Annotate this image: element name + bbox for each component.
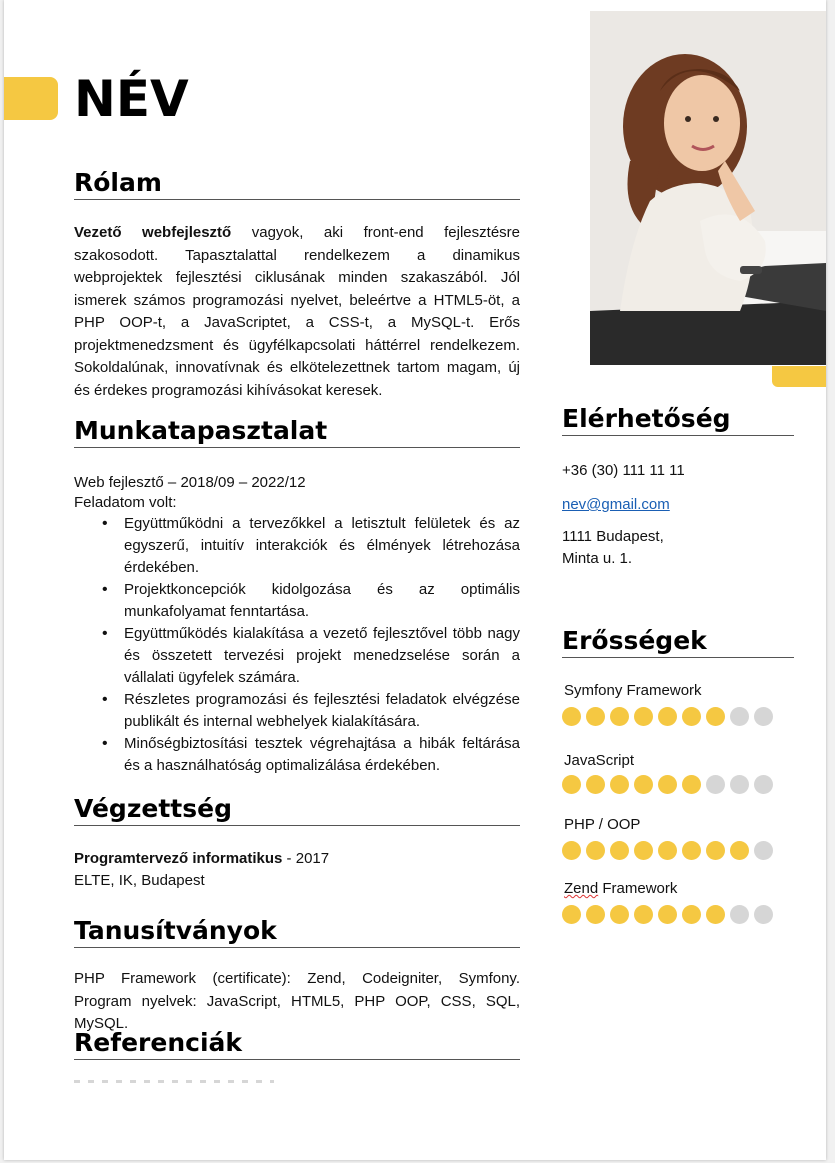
rating-dot-filled [610,707,629,726]
rating-dot-filled [586,707,605,726]
about-body: vagyok, aki front-end fejlesztésre szakosodott. Tapasztalattal rendelkezem a dinamikus webprojektek fejlesztési ciklusának minden szakaszából. Jól ismerek számos programozási nyelvet, beleértve a HTML5-öt, a PHP OOP-t, a JavaScriptet, a CSS-t, a MySQL-t. Erős projektmenedzsment és ügyfélkapcsolati háttérrel rendelkezem. Sokoldalúnak, innovatívnak és elkötelezettnek tartom magam, új és érdekes programozási kihívásokat keresek. [74,224,520,399]
rating-dot-filled [562,775,581,794]
about-lead: Vezető webfejlesztő [74,224,232,241]
rating-dot-filled [682,841,701,860]
rating-dot-filled [610,905,629,924]
contact-address-line1: 1111 Budapest, [562,528,664,545]
rating-dot-filled [706,841,725,860]
section-title-certificates: Tanusítványok [74,916,520,948]
section-title-education: Végzettség [74,794,520,826]
rating-dot-filled [634,841,653,860]
rating-dot-filled [634,905,653,924]
resume-page [4,0,826,1160]
skill-rating-zend [562,905,773,924]
education-degree-line [74,848,520,871]
rating-dot-empty [754,841,773,860]
section-title-about: Rólam [74,168,520,200]
accent-bar-left [4,77,58,120]
rating-dot-filled [562,841,581,860]
rating-dot-empty [730,775,749,794]
rating-dot-filled [658,775,677,794]
cut-off-text [74,1080,274,1083]
rating-dot-filled [706,905,725,924]
list-item: • Együttműködni a tervezőkkel a letisztult felületek és az egyszerű, intuitív interakciók és élmények létrehozása érdekében. [124,513,520,579]
skill-rating-javascript [562,775,773,794]
rating-dot-empty [730,707,749,726]
rating-dot-filled [610,775,629,794]
skill-label-javascript: JavaScript [564,752,635,769]
page-title: NÉV [74,70,189,128]
contact-phone: +36 (30) 111 11 11 [562,462,685,479]
profile-photo [590,11,826,365]
job-title: Web fejlesztő – 2018/09 – 2022/12 [74,474,306,491]
job-intro: Feladatom volt: [74,494,177,511]
rating-dot-filled [634,775,653,794]
education-degree: Programtervező informatikus [74,850,283,867]
accent-bar-photo [772,366,826,387]
spellcheck-word: Zend [564,880,599,897]
contact-email[interactable] [562,494,670,517]
rating-dot-empty [754,707,773,726]
list-item: • Minőségbiztosítási tesztek végrehajtása a hibák feltárása és a használhatóság optimalizálása érdekében. [124,733,520,777]
skill-label-zend-rest: Framework [598,880,678,897]
rating-dot-filled [586,905,605,924]
section-title-experience: Munkatapasztalat [74,416,520,448]
job-duties-list [124,513,520,777]
education-year: - 2017 [282,850,330,867]
rating-dot-empty [730,905,749,924]
skill-rating-symfony [562,707,773,726]
rating-dot-filled [658,905,677,924]
skill-label-php: PHP / OOP [564,816,641,833]
rating-dot-filled [634,707,653,726]
skill-label-zend [564,880,677,897]
section-title-references: Referenciák [74,1028,520,1060]
rating-dot-filled [682,905,701,924]
rating-dot-filled [586,775,605,794]
section-title-skills: Erősségek [562,626,794,658]
rating-dot-filled [586,841,605,860]
section-title-contact: Elérhetőség [562,404,794,436]
about-text [74,222,520,402]
skill-label-symfony: Symfony Framework [564,682,702,699]
list-item: • Projektkoncepciók kidolgozása és az optimális munkafolyamat fenntartása. [124,579,520,623]
rating-dot-filled [730,841,749,860]
rating-dot-empty [754,775,773,794]
rating-dot-filled [562,905,581,924]
skill-rating-php [562,841,773,860]
rating-dot-filled [658,841,677,860]
list-item: • Együttműködés kialakítása a vezető fejlesztővel több nagy és összetett tervezési projekt menedzselése során a vállalati ügyfelek számára. [124,623,520,689]
rating-dot-filled [682,707,701,726]
education-school: ELTE, IK, Budapest [74,872,205,889]
rating-dot-filled [610,841,629,860]
email-link[interactable]: nev@gmail.com [562,496,670,513]
list-item: • Részletes programozási és fejlesztési feladatok elvégzése publikált és internal webhelyek kialakítására. [124,689,520,733]
rating-dot-filled [562,707,581,726]
rating-dot-empty [754,905,773,924]
rating-dot-empty [706,775,725,794]
contact-address-line2: Minta u. 1. [562,550,633,567]
rating-dot-filled [658,707,677,726]
certificates-text: PHP Framework (certificate): Zend, Codeigniter, Symfony. Program nyelvek: JavaScript, HTML5, PHP OOP, CSS, SQL, MySQL. [74,970,520,1032]
rating-dot-filled [706,707,725,726]
rating-dot-filled [682,775,701,794]
